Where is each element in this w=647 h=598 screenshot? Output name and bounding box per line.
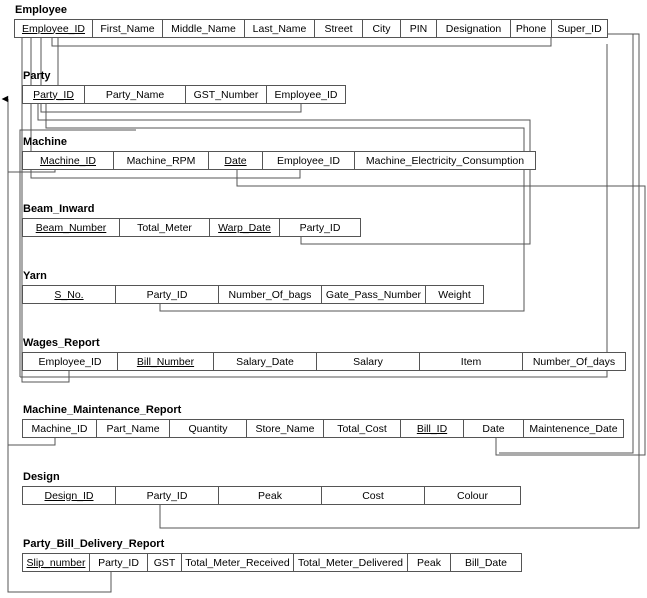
attribute-peak[interactable]: Peak xyxy=(219,487,322,504)
attribute-cost[interactable]: Cost xyxy=(322,487,425,504)
attribute-employee-id[interactable]: Employee_ID xyxy=(15,20,93,37)
attribute-last-name[interactable]: Last_Name xyxy=(245,20,315,37)
attribute-pin[interactable]: PIN xyxy=(401,20,437,37)
attribute-slip-number[interactable]: Slip_number xyxy=(23,554,90,571)
attribute-machine-id[interactable]: Machine_ID xyxy=(23,152,114,169)
table-title: Design xyxy=(23,471,60,483)
attribute-colour[interactable]: Colour xyxy=(425,487,520,504)
attribute-total-cost[interactable]: Total_Cost xyxy=(324,420,401,437)
attribute-s-no[interactable]: S_No. xyxy=(23,286,116,303)
table-title: Machine_Maintenance_Report xyxy=(23,404,182,416)
attribute-party-id[interactable]: Party_ID xyxy=(90,554,148,571)
attribute-row xyxy=(22,218,361,237)
attribute-party-id[interactable]: Party_ID xyxy=(280,219,360,236)
attribute-super-id[interactable]: Super_ID xyxy=(552,20,607,37)
attribute-row xyxy=(22,352,626,371)
table-title: Beam_Inward xyxy=(23,203,95,215)
attribute-number-of-bags[interactable]: Number_Of_bags xyxy=(219,286,322,303)
attribute-row xyxy=(14,19,608,38)
attribute-gst[interactable]: GST xyxy=(148,554,182,571)
attribute-bill-date[interactable]: Bill_Date xyxy=(451,554,521,571)
attribute-machine-id[interactable]: Machine_ID xyxy=(23,420,97,437)
attribute-gate-pass-number[interactable]: Gate_Pass_Number xyxy=(322,286,426,303)
attribute-designation[interactable]: Designation xyxy=(437,20,511,37)
attribute-machine-electricity-consumption[interactable]: Machine_Electricity_Consumption xyxy=(355,152,535,169)
attribute-store-name[interactable]: Store_Name xyxy=(247,420,324,437)
attribute-row xyxy=(22,285,484,304)
attribute-beam-number[interactable]: Beam_Number xyxy=(23,219,120,236)
attribute-street[interactable]: Street xyxy=(315,20,363,37)
attribute-row xyxy=(22,486,521,505)
attribute-row xyxy=(22,85,346,104)
attribute-party-id[interactable]: Party_ID xyxy=(23,86,85,103)
attribute-machine-rpm[interactable]: Machine_RPM xyxy=(114,152,209,169)
attribute-employee-id[interactable]: Employee_ID xyxy=(23,353,118,370)
attribute-phone[interactable]: Phone xyxy=(511,20,552,37)
table-title: Party xyxy=(23,70,51,82)
attribute-employee-id[interactable]: Employee_ID xyxy=(267,86,345,103)
attribute-middle-name[interactable]: Middle_Name xyxy=(163,20,245,37)
attribute-part-name[interactable]: Part_Name xyxy=(97,420,170,437)
attribute-gst-number[interactable]: GST_Number xyxy=(186,86,267,103)
table-party-bill-delivery-report xyxy=(22,538,522,572)
table-yarn xyxy=(22,270,484,304)
attribute-total-meter-delivered[interactable]: Total_Meter_Delivered xyxy=(294,554,408,571)
attribute-weight[interactable]: Weight xyxy=(426,286,483,303)
attribute-first-name[interactable]: First_Name xyxy=(93,20,163,37)
attribute-bill-number[interactable]: Bill_Number xyxy=(118,353,214,370)
attribute-design-id[interactable]: Design_ID xyxy=(23,487,116,504)
attribute-quantity[interactable]: Quantity xyxy=(170,420,247,437)
attribute-item[interactable]: Item xyxy=(420,353,523,370)
table-party xyxy=(22,70,346,104)
table-title: Wages_Report xyxy=(23,337,100,349)
attribute-row xyxy=(22,553,522,572)
table-title: Yarn xyxy=(23,270,47,282)
table-machine xyxy=(22,136,536,170)
table-employee xyxy=(14,4,608,38)
attribute-bill-id[interactable]: Bill_ID xyxy=(401,420,464,437)
table-title: Employee xyxy=(15,4,67,16)
attribute-row xyxy=(22,151,536,170)
attribute-maintenence-date[interactable]: Maintenence_Date xyxy=(524,420,623,437)
table-title: Party_Bill_Delivery_Report xyxy=(23,538,165,550)
table-title: Machine xyxy=(23,136,68,148)
table-design xyxy=(22,471,521,505)
attribute-party-id[interactable]: Party_ID xyxy=(116,487,219,504)
attribute-peak[interactable]: Peak xyxy=(408,554,451,571)
attribute-total-meter-received[interactable]: Total_Meter_Received xyxy=(182,554,294,571)
attribute-salary-date[interactable]: Salary_Date xyxy=(214,353,317,370)
table-beam-inward xyxy=(22,203,361,237)
table-wages-report xyxy=(22,337,626,371)
attribute-warp-date[interactable]: Warp_Date xyxy=(210,219,280,236)
attribute-salary[interactable]: Salary xyxy=(317,353,420,370)
attribute-total-meter[interactable]: Total_Meter xyxy=(120,219,210,236)
attribute-employee-id[interactable]: Employee_ID xyxy=(263,152,355,169)
attribute-row xyxy=(22,419,624,438)
attribute-date[interactable]: Date xyxy=(464,420,524,437)
table-machine-maintenance-report xyxy=(22,404,624,438)
attribute-number-of-days[interactable]: Number_Of_days xyxy=(523,353,625,370)
attribute-date[interactable]: Date xyxy=(209,152,263,169)
attribute-party-id[interactable]: Party_ID xyxy=(116,286,219,303)
attribute-city[interactable]: City xyxy=(363,20,401,37)
attribute-party-name[interactable]: Party_Name xyxy=(85,86,186,103)
